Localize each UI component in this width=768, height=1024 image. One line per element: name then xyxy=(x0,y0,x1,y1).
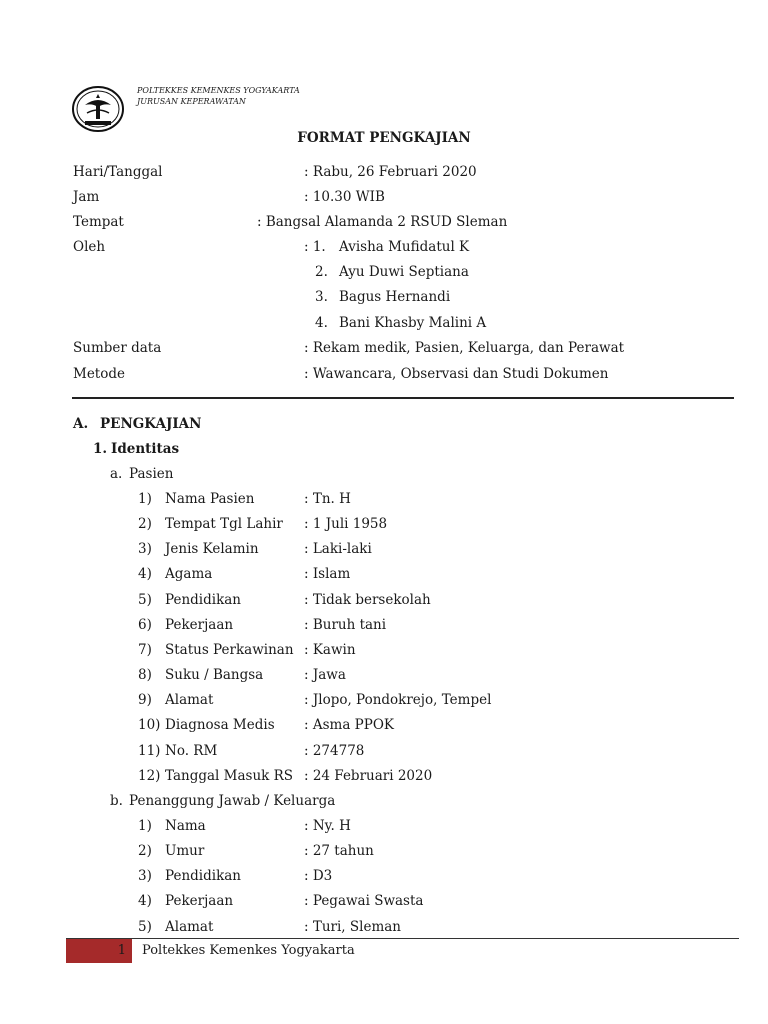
hari-value: : Rabu, 26 Februari 2020 xyxy=(304,164,477,180)
pj-letter: b. xyxy=(110,793,123,809)
row-number: 5) xyxy=(138,592,152,608)
row-value: : Kawin xyxy=(304,642,356,658)
pj-heading: Penanggung Jawab / Keluarga xyxy=(129,793,336,809)
subsection-number: 1. xyxy=(93,441,108,457)
metode-label: Metode xyxy=(73,366,125,382)
row-value: : Jawa xyxy=(304,667,346,683)
row-number: 3) xyxy=(138,868,152,884)
oleh-num: 3. xyxy=(315,289,328,305)
pasien-letter: a. xyxy=(110,466,123,482)
row-number: 1) xyxy=(138,491,152,507)
row-value: : Tn. H xyxy=(304,491,351,507)
section-title: PENGKAJIAN xyxy=(100,416,202,432)
hari-label: Hari/Tanggal xyxy=(73,164,163,180)
row-number: 4) xyxy=(138,893,152,909)
row-value: : Pegawai Swasta xyxy=(304,893,424,909)
institution-name: POLTEKKES KEMENKES YOGYAKARTA xyxy=(137,86,300,95)
row-label: Pekerjaan xyxy=(165,617,234,633)
row-number: 5) xyxy=(138,919,152,935)
page-number: 1 xyxy=(117,943,126,958)
institution-seal-icon xyxy=(71,85,125,133)
row-label: Umur xyxy=(165,843,205,859)
row-value: : Asma PPOK xyxy=(304,717,394,733)
footer-text: Poltekkes Kemenkes Yogyakarta xyxy=(142,943,355,958)
row-label: Tempat Tgl Lahir xyxy=(165,516,283,532)
sumber-value: : Rekam medik, Pasien, Keluarga, dan Perawat xyxy=(304,340,625,356)
row-value: : Tidak bersekolah xyxy=(304,592,431,608)
row-label: Suku / Bangsa xyxy=(165,667,264,683)
jam-label: Jam xyxy=(73,189,100,205)
row-number: 9) xyxy=(138,692,152,708)
row-value: : 1 Juli 1958 xyxy=(304,516,388,532)
row-number: 10) xyxy=(138,717,161,733)
row-label: Jenis Kelamin xyxy=(165,541,259,557)
row-label: Agama xyxy=(165,566,213,582)
page-title: FORMAT PENGKAJIAN xyxy=(297,130,471,146)
row-number: 1) xyxy=(138,818,152,834)
oleh-label: Oleh xyxy=(73,239,106,255)
oleh-name: Avisha Mufidatul K xyxy=(339,239,470,255)
row-number: 4) xyxy=(138,566,152,582)
row-label: Pekerjaan xyxy=(165,893,234,909)
row-value: : D3 xyxy=(304,868,333,884)
row-number: 2) xyxy=(138,516,152,532)
row-label: Status Perkawinan xyxy=(165,642,294,658)
row-label: Alamat xyxy=(165,919,214,935)
row-number: 11) xyxy=(138,743,161,759)
section-divider xyxy=(72,397,734,399)
row-label: No. RM xyxy=(165,743,218,759)
oleh-num: : 1. xyxy=(304,239,326,255)
row-label: Diagnosa Medis xyxy=(165,717,275,733)
jam-value: : 10.30 WIB xyxy=(304,189,385,205)
section-letter: A. xyxy=(73,416,89,432)
row-value: : Buruh tani xyxy=(304,617,387,633)
sumber-label: Sumber data xyxy=(73,340,162,356)
row-value: : Turi, Sleman xyxy=(304,919,401,935)
row-number: 2) xyxy=(138,843,152,859)
tempat-value: : Bangsal Alamanda 2 RSUD Sleman xyxy=(257,214,508,230)
row-label: Nama Pasien xyxy=(165,491,255,507)
row-number: 6) xyxy=(138,617,152,633)
row-number: 7) xyxy=(138,642,152,658)
tempat-label: Tempat xyxy=(73,214,124,230)
row-number: 12) xyxy=(138,768,161,784)
oleh-name: Bani Khasby Malini A xyxy=(339,315,487,331)
oleh-num: 4. xyxy=(315,315,328,331)
row-value: : Ny. H xyxy=(304,818,351,834)
row-label: Nama xyxy=(165,818,206,834)
row-number: 8) xyxy=(138,667,152,683)
row-value: : 27 tahun xyxy=(304,843,374,859)
pasien-heading: Pasien xyxy=(129,466,174,482)
row-label: Alamat xyxy=(165,692,214,708)
row-value: : Jlopo, Pondokrejo, Tempel xyxy=(304,692,492,708)
row-value: : 24 Februari 2020 xyxy=(304,768,433,784)
row-label: Pendidikan xyxy=(165,592,242,608)
row-number: 3) xyxy=(138,541,152,557)
metode-value: : Wawancara, Observasi dan Studi Dokumen xyxy=(304,366,609,382)
row-value: : 274778 xyxy=(304,743,365,759)
department-name: JURUSAN KEPERAWATAN xyxy=(137,97,246,106)
oleh-name: Bagus Hernandi xyxy=(339,289,451,305)
oleh-name: Ayu Duwi Septiana xyxy=(339,264,469,280)
row-value: : Laki-laki xyxy=(304,541,372,557)
row-value: : Islam xyxy=(304,566,351,582)
row-label: Tanggal Masuk RS xyxy=(165,768,294,784)
row-label: Pendidikan xyxy=(165,868,242,884)
subsection-title: Identitas xyxy=(111,441,180,457)
oleh-num: 2. xyxy=(315,264,328,280)
